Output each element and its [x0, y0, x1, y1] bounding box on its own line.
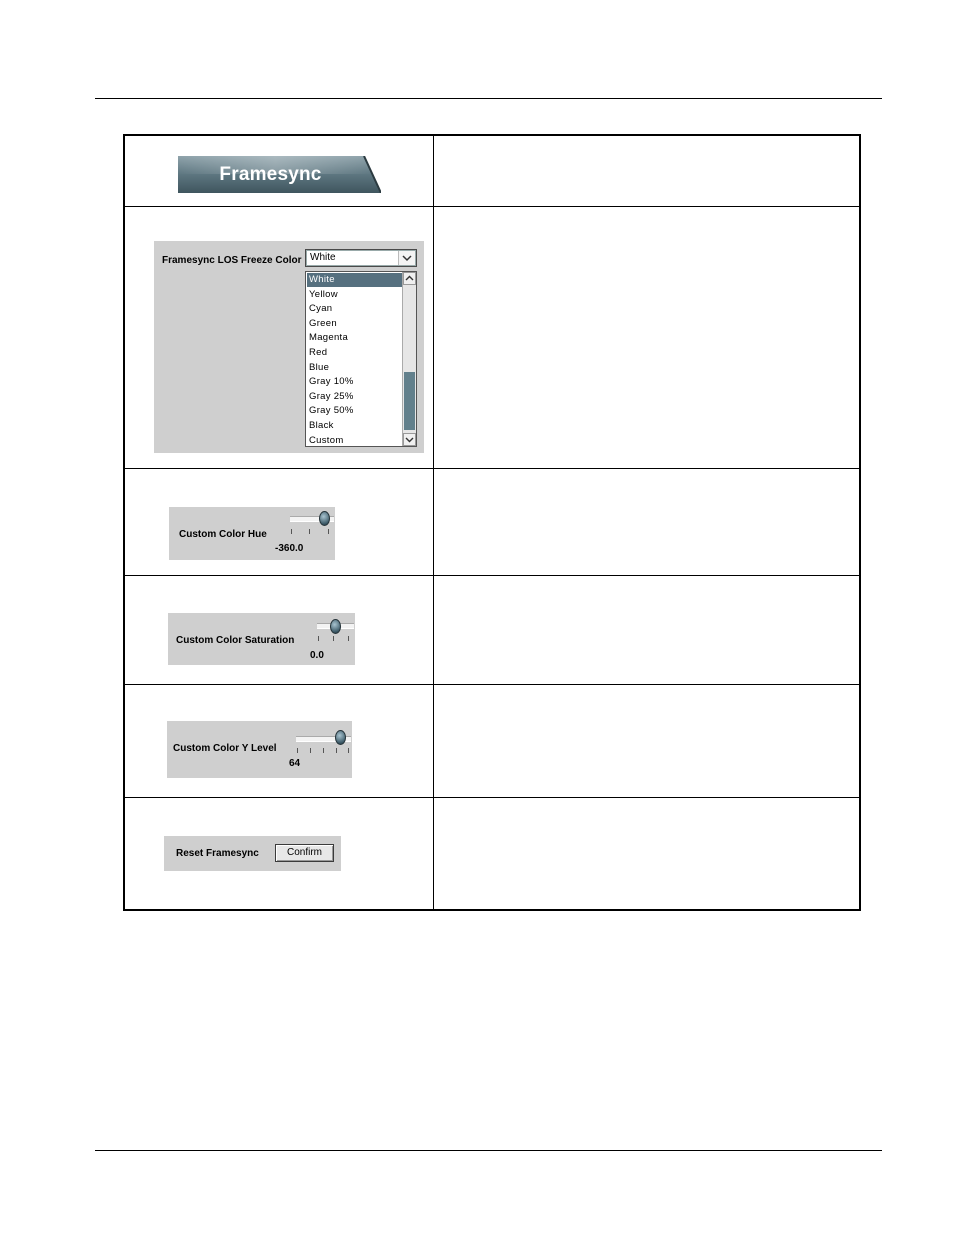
option-black[interactable]: Black: [309, 420, 334, 431]
custom-y-level-slider-handle[interactable]: [335, 730, 346, 745]
option-cyan[interactable]: Cyan: [309, 303, 333, 315]
los-freeze-options-list[interactable]: [305, 271, 417, 447]
option-yellow[interactable]: Yellow: [309, 288, 338, 300]
custom-y-level-value: 64: [289, 758, 301, 769]
options-scrollbar[interactable]: [402, 272, 416, 446]
scrollbar-thumb[interactable]: [404, 372, 415, 430]
option-gray-50[interactable]: Gray 50%: [309, 405, 354, 417]
custom-saturation-label: Custom Color Saturation: [176, 635, 295, 646]
custom-hue-value: -360.0: [275, 543, 304, 554]
option-green[interactable]: Green: [309, 317, 337, 329]
custom-saturation-panel: [168, 613, 355, 665]
slider-tick: [318, 636, 319, 641]
table-row: [125, 136, 859, 207]
option-gray-10[interactable]: Gray 10%: [309, 376, 354, 388]
slider-tick: [297, 748, 298, 753]
slider-tick: [348, 748, 349, 753]
option-gray-25[interactable]: Gray 25%: [309, 390, 354, 402]
table-row: [125, 684, 859, 798]
table-row: [125, 206, 859, 469]
chevron-down-icon[interactable]: [398, 251, 415, 265]
slider-tick: [328, 529, 329, 534]
slider-tick: [309, 529, 310, 534]
custom-y-level-label: Custom Color Y Level: [173, 743, 277, 754]
los-freeze-selected-value: White: [310, 252, 336, 263]
slider-tick: [336, 748, 337, 753]
custom-saturation-value: 0.0: [310, 650, 324, 661]
option-white[interactable]: White: [307, 273, 404, 287]
option-red[interactable]: Red: [309, 347, 328, 358]
custom-hue-panel: [169, 507, 335, 560]
option-blue[interactable]: Blue: [309, 361, 330, 373]
reset-framesync-label: Reset Framesync: [176, 848, 259, 859]
framesync-tab[interactable]: [178, 156, 381, 193]
scroll-up-icon[interactable]: [403, 272, 416, 285]
slider-tick: [310, 748, 311, 753]
framesync-controls-table: [123, 134, 861, 911]
slider-tick: [291, 529, 292, 534]
slider-tick: [333, 636, 334, 641]
scroll-down-icon[interactable]: [403, 433, 416, 446]
los-freeze-select[interactable]: [305, 249, 417, 267]
confirm-button[interactable]: Confirm: [275, 844, 334, 862]
option-magenta[interactable]: Magenta: [309, 332, 349, 344]
custom-hue-label: Custom Color Hue: [179, 529, 267, 540]
custom-saturation-slider-handle[interactable]: [330, 619, 341, 634]
reset-framesync-panel: [164, 836, 341, 871]
table-row: [125, 468, 859, 576]
table-row: [125, 575, 859, 685]
los-freeze-label: Framesync LOS Freeze Color: [162, 255, 302, 266]
footer-rule: [95, 1150, 882, 1151]
framesync-tab-label: Framesync: [219, 164, 322, 185]
custom-y-level-panel: [167, 721, 352, 778]
custom-hue-slider-handle[interactable]: [319, 511, 330, 526]
los-freeze-panel: [154, 241, 424, 453]
table-row: [125, 797, 859, 909]
slider-tick: [348, 636, 349, 641]
option-custom[interactable]: Custom: [309, 434, 344, 446]
header-rule: [95, 98, 882, 99]
slider-tick: [323, 748, 324, 753]
